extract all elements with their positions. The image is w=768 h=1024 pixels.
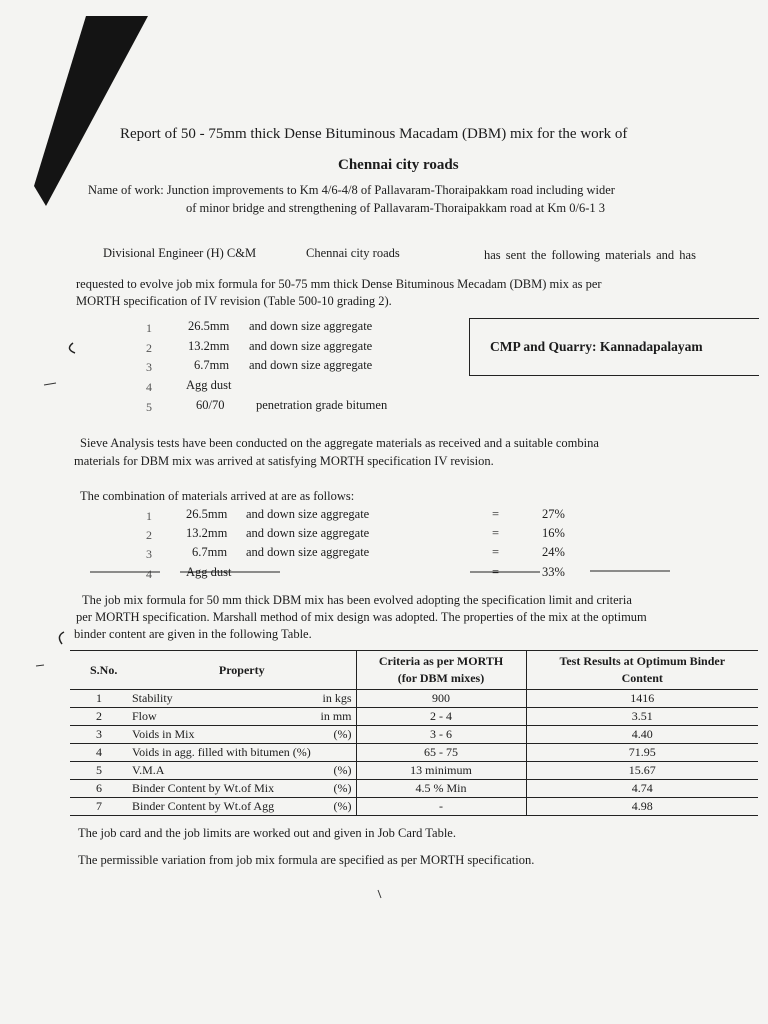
table-row: 1 Stability in kgs 900 1416 [70,690,758,708]
evolved-line-3: binder content are given in the following Table. [74,627,312,641]
evolved-line-1: The job mix formula for 50 mm thick DBM mix has been evolved adopting the specification limit and criteria [82,593,632,607]
list-item: 2 13.2mm and down size aggregate [146,339,373,355]
list-item: 5 60/70 penetration grade bitumen [146,398,388,414]
table-header-row [70,651,758,690]
combination-heading: The combination of materials arrived at are as follows: [80,489,355,503]
intro-line-2: requested to evolve job mix formula for 50-75 mm thick Dense Bituminous Mecadam (DBM) mix as per [76,277,602,291]
list-item: 4 Agg dust = 33% [146,565,565,581]
list-item: 4 Agg dust [146,378,232,394]
intro-line-3: MORTH specification of IV revision (Table 500-10 grading 2). [76,294,392,308]
table-row: 4 Voids in agg. filled with bitumen (%) 65 - 75 71.95 [70,744,758,762]
report-subtitle: Chennai city roads [338,157,459,173]
intro-engineer: Divisional Engineer (H) C&M [103,246,257,260]
report-title: Report of 50 - 75mm thick Dense Bituminous Macadam (DBM) mix for the work of [120,126,628,142]
cmp-quarry-label: CMP and Quarry: Kannadapalayam [490,339,703,354]
properties-table [70,650,758,816]
name-of-work-line-2: of minor bridge and strengthening of Pallavaram-Thoraipakkam road at Km 0/6-1 3 [186,201,605,215]
table-row: 5 V.M.A (%) 13 minimum 15.67 [70,762,758,780]
torn-edge-shadow [28,16,148,206]
sieve-line-1: Sieve Analysis tests have been conducted on the aggregate materials as received and a suitable combina [80,436,599,450]
table-row: 6 Binder Content by Wt.of Mix (%) 4.5 % Min 4.74 [70,780,758,798]
header-results: Test Results at Optimum Binder Content [526,651,758,690]
table-row: 7 Binder Content by Wt.of Agg (%) - 4.98 [70,798,758,816]
intro-roads: Chennai city roads [306,246,400,260]
list-item: 3 6.7mm and down size aggregate = 24% [146,545,565,561]
table-row: 2 Flow in mm 2 - 4 3.51 [70,708,758,726]
footer-line-1: The job card and the job limits are worked out and given in Job Card Table. [78,826,456,840]
table-row: 3 Voids in Mix (%) 3 - 6 4.40 [70,726,758,744]
sieve-line-2: materials for DBM mix was arrived at satisfying MORTH specification IV revision. [74,454,494,468]
header-criteria: Criteria as per MORTH (for DBM mixes) [356,651,526,690]
list-item: 3 6.7mm and down size aggregate [146,358,373,374]
list-item: 1 26.5mm and down size aggregate = 27% [146,507,565,523]
intro-has-sent: has sent the following materials and has [484,248,696,262]
header-property: Property [128,651,356,690]
list-item: 2 13.2mm and down size aggregate = 16% [146,526,565,542]
list-item: 1 26.5mm and down size aggregate [146,319,373,335]
footer-line-2: The permissible variation from job mix formula are specified as per MORTH specification. [78,853,535,867]
name-of-work-line-1: Name of work: Junction improvements to Km 4/6-4/8 of Pallavaram-Thoraipakkam road including wider [88,183,615,197]
cmp-quarry-box [469,318,759,376]
header-sno: S.No. [70,651,128,690]
evolved-line-2: per MORTH specification. Marshall method of mix design was adopted. The properties of the mix at the optimum [76,610,647,624]
